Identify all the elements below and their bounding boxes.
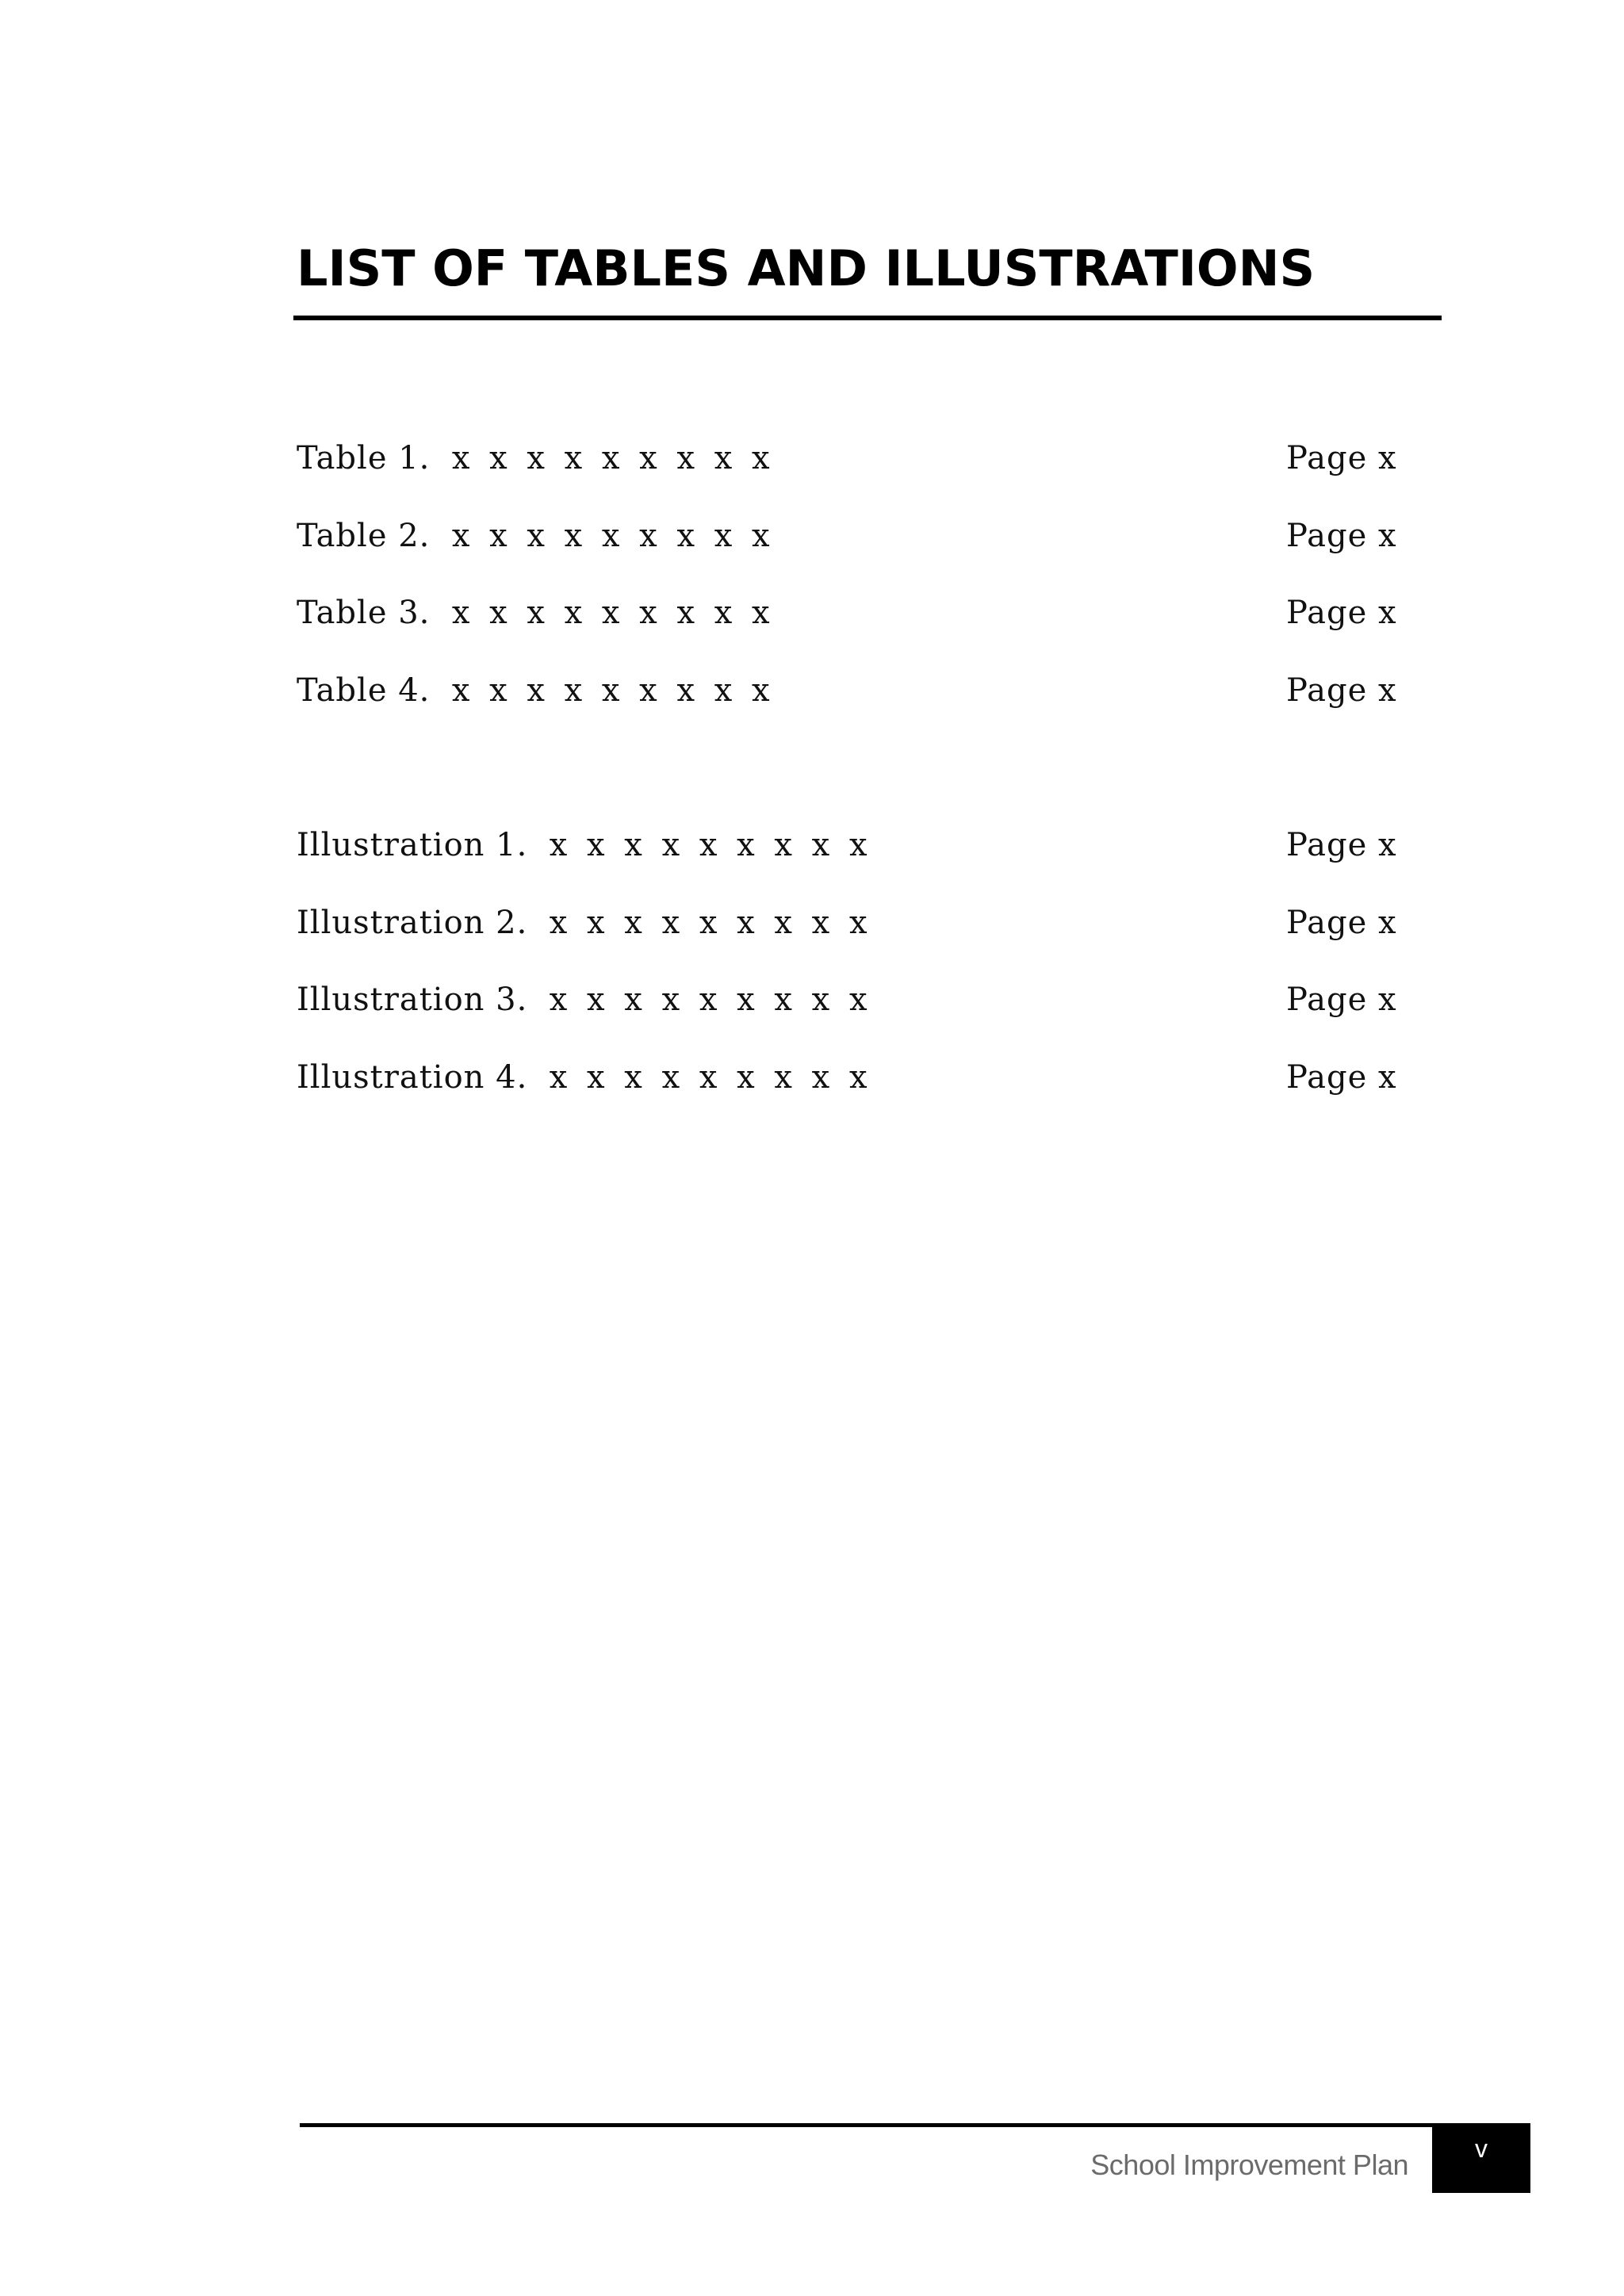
- table-entry-text: [297, 665, 775, 716]
- illustration-entry-text: [297, 897, 872, 948]
- table-entry-title: x x x x x x x x x: [451, 440, 775, 476]
- page-title: LIST OF TABLES AND ILLUSTRATIONS: [297, 239, 1316, 297]
- illustration-entry-title: x x x x x x x x x: [549, 1058, 872, 1096]
- illustration-entry-page: Page x: [1286, 982, 1397, 1018]
- illustration-entry[interactable]: [297, 897, 1396, 975]
- table-entry-page: Page x: [1286, 440, 1397, 476]
- illustrations-list: [297, 820, 1396, 1129]
- illustration-entry[interactable]: [297, 820, 1396, 897]
- table-entry-page: Page x: [1286, 517, 1397, 554]
- illustration-entry[interactable]: [297, 1052, 1396, 1130]
- title-underline: [293, 316, 1442, 320]
- table-entry[interactable]: [297, 511, 1396, 588]
- illustration-entry-label: Illustration 3.: [297, 982, 528, 1018]
- table-entry-label: Table 2.: [297, 517, 431, 554]
- table-entry-title: x x x x x x x x x: [451, 672, 775, 709]
- illustration-entry-title: x x x x x x x x x: [549, 982, 872, 1018]
- illustration-entry-page: Page x: [1286, 1058, 1397, 1096]
- illustration-entry-label: Illustration 2.: [297, 904, 528, 941]
- table-entry-label: Table 3.: [297, 595, 431, 631]
- table-entry[interactable]: [297, 433, 1396, 511]
- table-entry[interactable]: [297, 665, 1396, 743]
- table-entry-label: Table 4.: [297, 672, 431, 709]
- illustration-entry[interactable]: [297, 974, 1396, 1052]
- illustration-entry-page: Page x: [1286, 904, 1397, 941]
- table-entry-page: Page x: [1286, 595, 1397, 631]
- table-entry-page: Page x: [1286, 672, 1397, 709]
- page-number-box: [1432, 2123, 1530, 2193]
- illustration-entry-text: [297, 1052, 872, 1103]
- illustration-entry-label: Illustration 1.: [297, 827, 528, 863]
- table-entry-text: [297, 433, 775, 484]
- illustration-entry-page: Page x: [1286, 827, 1397, 863]
- illustration-entry-text: [297, 820, 872, 871]
- illustration-entry-text: [297, 974, 872, 1025]
- table-entry-title: x x x x x x x x x: [451, 517, 775, 554]
- table-entry-text: [297, 511, 775, 561]
- table-entry-title: x x x x x x x x x: [451, 595, 775, 631]
- illustration-entry-label: Illustration 4.: [297, 1058, 528, 1096]
- page-number: v: [1475, 2134, 1488, 2163]
- footer-rule: [300, 2123, 1438, 2127]
- illustration-entry-title: x x x x x x x x x: [549, 904, 872, 941]
- illustration-entry-title: x x x x x x x x x: [549, 827, 872, 863]
- table-entry-text: [297, 587, 775, 638]
- table-entry-label: Table 1.: [297, 440, 431, 476]
- table-entry[interactable]: [297, 587, 1396, 665]
- footer-document-name: School Improvement Plan: [1090, 2149, 1408, 2181]
- tables-list: [297, 433, 1396, 742]
